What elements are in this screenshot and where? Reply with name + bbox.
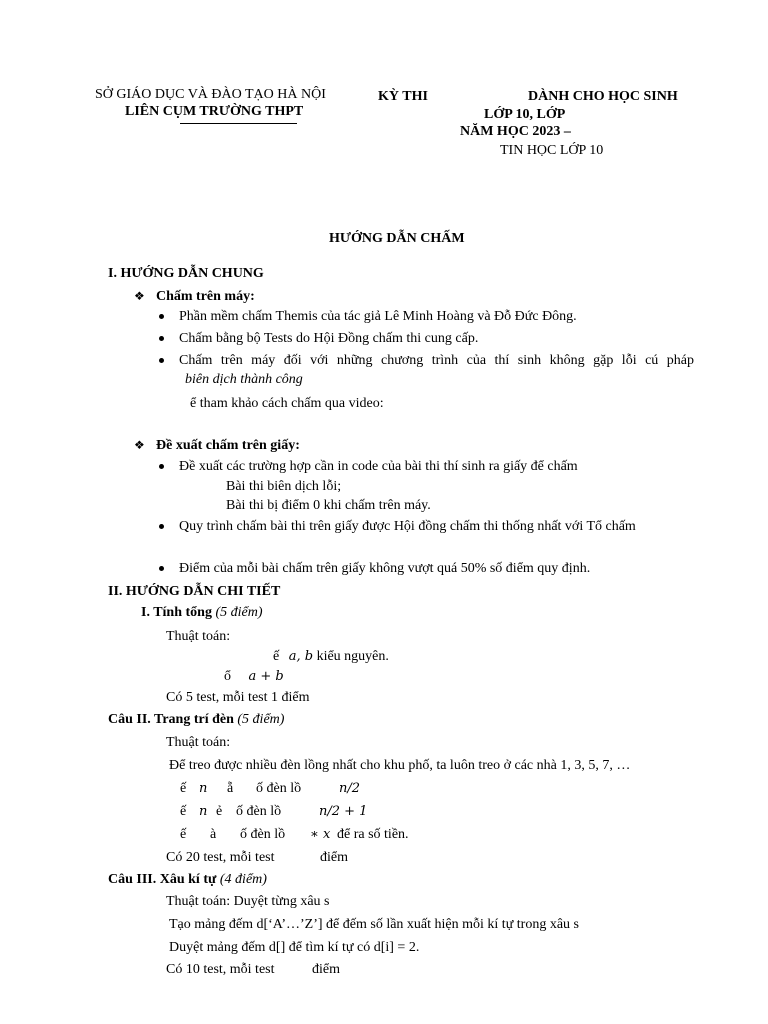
- q3-tests-a: Có 10 test, mỗi test: [166, 962, 275, 977]
- paper-sub-1: Bài thi biên dịch lỗi;: [226, 479, 342, 494]
- doc-title: HƯỚNG DẪN CHẤM: [329, 231, 465, 246]
- q1-line2-prefix: ổ: [224, 669, 231, 684]
- q1-tests: Có 5 test, mỗi test 1 điểm: [166, 690, 310, 705]
- q2-line2-n: n: [199, 804, 208, 819]
- q2-points: (5 điểm): [237, 712, 285, 727]
- diamond-bullet-icon: ❖: [134, 289, 145, 303]
- department-name: SỞ GIÁO DỤC VÀ ĐÀO TẠO HÀ NỘI: [95, 87, 326, 102]
- exam-label: KỲ THI: [378, 89, 428, 104]
- q3-points: (4 điểm): [219, 872, 267, 887]
- bullet-icon: [159, 524, 164, 529]
- q1-line1-math: a, b: [288, 649, 314, 664]
- bullet-icon: [159, 314, 164, 319]
- q3-title: Câu III. Xâu kí tự: [108, 872, 217, 887]
- cluster-name: LIÊN CỤM TRƯỜNG THPT: [125, 104, 304, 119]
- subject-label: TIN HỌC LỚP 10: [500, 143, 604, 158]
- q1-line2: [224, 668, 284, 685]
- machine-item-3: Chấm trên máy đối với những chương trình của thí sinh không gặp lỗi cú pháp: [179, 353, 694, 368]
- q1-points: (5 điểm): [215, 605, 263, 620]
- q2-line3-c: ố đèn lồ: [240, 827, 286, 842]
- q1-line2-math: a + b: [248, 669, 284, 684]
- q2-line3-d: để ra số tiền.: [337, 827, 409, 842]
- q2-algo-label: Thuật toán:: [166, 735, 231, 750]
- school-year: NĂM HỌC 2023 –: [460, 124, 571, 139]
- bullet-icon: [159, 566, 164, 571]
- machine-grading-heading: Chấm trên máy:: [156, 289, 255, 304]
- video-reference: ể tham khảo cách chấm qua video:: [190, 396, 384, 411]
- q2-line2-b: ẻ: [216, 804, 223, 819]
- paper-sub-2: Bài thi bị điểm 0 khi chấm trên máy.: [226, 498, 431, 513]
- bullet-icon: [159, 336, 164, 341]
- machine-item-1: Phần mềm chấm Themis của tác giả Lê Minh Hoàng và Đỗ Đức Đông.: [179, 309, 577, 324]
- paper-item-3: Điểm của mỗi bài chấm trên giấy không vượt quá 50% số điểm quy định.: [179, 561, 591, 576]
- q3-title-line: [108, 871, 267, 888]
- cluster-underline: [180, 123, 297, 124]
- q2-tests-b: điểm: [320, 850, 348, 865]
- compile-success: biên dịch thành công: [185, 372, 303, 387]
- machine-item-2: Chấm bằng bộ Tests do Hội Đồng chấm thi cung cấp.: [179, 331, 479, 346]
- q2-line1-n: n: [199, 781, 208, 796]
- q2-tests-a: Có 20 test, mỗi test: [166, 850, 275, 865]
- q2-line1-c: ố đèn lồ: [256, 781, 302, 796]
- q2-line1-b: ẵ: [227, 781, 234, 796]
- q1-algo-label: Thuật toán:: [166, 629, 231, 644]
- q2-line2-a: ế: [180, 804, 187, 819]
- paper-item-1: Đề xuất các trường hợp cần in code của bài thi thí sinh ra giấy để chấm: [179, 459, 578, 474]
- bullet-icon: [159, 464, 164, 469]
- q3-algo-label: Thuật toán: Duyệt từng xâu s: [166, 894, 330, 909]
- q2-line3-b: à: [210, 827, 217, 842]
- bullet-icon: [159, 358, 164, 363]
- q2-line1-a: ế: [180, 781, 187, 796]
- q3-tests-b: điểm: [312, 962, 340, 977]
- diamond-bullet-icon: ❖: [134, 438, 145, 452]
- section1-heading: I. HƯỚNG DẪN CHUNG: [108, 266, 264, 281]
- q1-title-line: [141, 604, 263, 621]
- q2-line2-c: ố đèn lồ: [236, 804, 282, 819]
- grade-label: LỚP 10, LỚP: [484, 107, 566, 122]
- q2-line1-math: n/2: [339, 781, 361, 796]
- q3-step-1: Tạo mảng đếm d[‘A’…’Z’] để đếm số lần xuất hiện mỗi kí tự trong xâu s: [169, 917, 579, 932]
- q2-line3-a: ế: [180, 827, 187, 842]
- paper-item-2: Quy trình chấm bài thi trên giấy được Hội đồng chấm thi thống nhất với Tổ chấm: [179, 519, 636, 534]
- q2-title-line: [108, 711, 284, 728]
- q1-title: I. Tính tổng: [141, 605, 212, 620]
- q1-line1-prefix: ế: [273, 649, 280, 664]
- q1-line1-suffix: kiểu nguyên.: [316, 649, 389, 664]
- section2-heading: II. HƯỚNG DẪN CHI TIẾT: [108, 584, 281, 599]
- for-students: DÀNH CHO HỌC SINH: [528, 89, 678, 104]
- paper-grading-heading: Đề xuất chấm trên giấy:: [156, 438, 300, 453]
- q3-step-2: Duyệt mảng đếm d[] để tìm kí tự có d[i] = 2.: [169, 940, 420, 955]
- q2-line3-math: ∗ x: [310, 827, 331, 842]
- q2-line2-math: n/2 + 1: [319, 804, 368, 819]
- q2-description: Để treo được nhiều đèn lồng nhất cho khu phố, ta luôn treo ở các nhà 1, 3, 5, 7, …: [169, 758, 631, 773]
- q2-title: Câu II. Trang trí đèn: [108, 712, 234, 727]
- q1-line1: [273, 648, 389, 665]
